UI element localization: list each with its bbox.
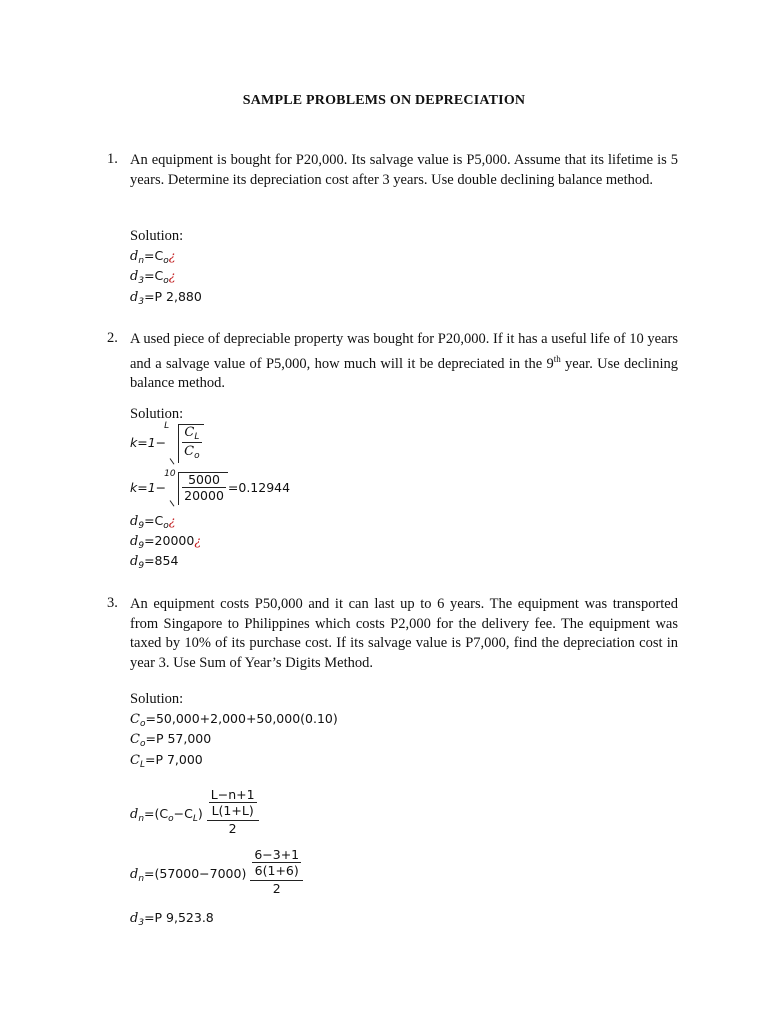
page-title: SAMPLE PROBLEMS ON DEPRECIATION bbox=[242, 93, 526, 108]
problem-1-step-2: $d_3=C_o¿$ bbox=[130, 268, 176, 286]
problem-1-text: An equipment is bought for P20,000. Its salvage value is P5,000. Assume that its lifetime is 5 years. Determine its depreciation cost after 3 years. Use double declining balance method. bbox=[130, 152, 678, 188]
problem-1-number: 1. bbox=[107, 151, 118, 167]
problem-2-solution-label: Solution: bbox=[130, 406, 184, 422]
problem-3-text: An equipment costs P50,000 and it can last up to 6 years. The equipment was transported from Singapore to Philippines which costs P2,000 for the delivery fee. The equipment was taxed by 10% of its purchase cost. If its salvage value is P7,000, find the depreciation cost in year 3. Use Sum of Year’s Digits Method. bbox=[130, 596, 678, 671]
problem-1-step-1: $d_n=C_o¿$ bbox=[130, 248, 176, 266]
problem-3-formula-general: $d_n=(C_o-C_L)$ $\frac{\frac{L-n+1}{L(1+L)}}{2}$ bbox=[130, 791, 259, 838]
problem-3-step-c1: $C_o=50,000+2,000+50,000(0.10)$ bbox=[130, 711, 338, 729]
problem-3-step-c3: $C_L=P$ 7,000 bbox=[130, 752, 203, 770]
problem-3-result: $d_3=P$ 9,523.8 bbox=[130, 910, 214, 928]
problem-2-number: 2. bbox=[107, 330, 118, 346]
problem-3-solution-label: Solution: bbox=[130, 691, 184, 707]
problem-2-step-d2: $d_9=20000¿$ bbox=[130, 533, 202, 551]
problem-3-formula-substituted: $d_n=(57000-7000)$ $\frac{\frac{6-3+1}{6(1+6)}}{2}$ bbox=[130, 851, 303, 898]
problem-2-text: A used piece of depreciable property was bought for P20,000. If it has a useful life of 10 years and a salvage value of P5,000, how much will it be depreciated in the 9th year. Use declining balance method. bbox=[130, 331, 678, 391]
problem-3-number: 3. bbox=[107, 595, 118, 611]
problem-2-k-formula: k=1− L $\frac{C_L}{C_o}$ bbox=[130, 424, 204, 463]
problem-1-step-3: $d_3=P$ 2,880 bbox=[130, 289, 202, 307]
problem-2-k-value: k=1− 10 $\frac{5000}{20000}$ =0.12944 bbox=[130, 472, 290, 505]
problem-2-step-d3: $d_9=854$ bbox=[130, 553, 179, 571]
problem-3-step-c2: $C_o=P$ 57,000 bbox=[130, 731, 212, 749]
problem-1-solution-label: Solution: bbox=[130, 228, 184, 244]
problem-2-step-d1: $d_9=C_o¿$ bbox=[130, 513, 176, 531]
